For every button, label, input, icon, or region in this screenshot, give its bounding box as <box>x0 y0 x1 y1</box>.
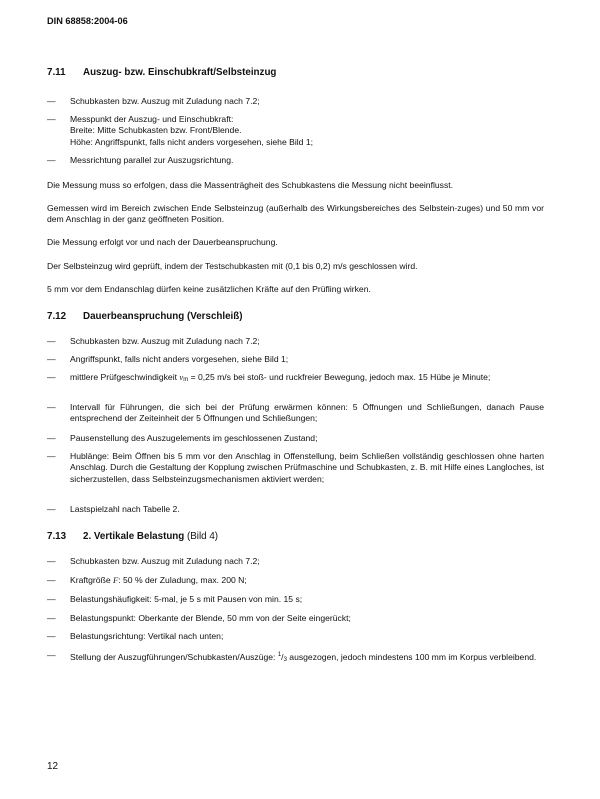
list-item: — Angriffspunkt, falls nicht anders vorgesehen, siehe Bild 1; <box>47 354 544 365</box>
section-number: 7.11 <box>47 67 66 78</box>
list-item: — Stellung der Auszugführungen/Schubkasten/Auszüge: $^1$/3 ausgezogen, jedoch mindestens 100 mm im Korpus verbleibend. <box>47 650 544 666</box>
list-item: — Messpunkt der Auszug- und Einschubkraft: Breite: Mitte Schubkasten bzw. Front/Blende. Höhe: Angriffspunkt, falls nicht anders vorgesehen, siehe Bild 1; <box>47 114 544 148</box>
paragraph: Der Selbsteinzug wird geprüft, indem der Testschubkasten mit (0,1 bis 0,2) m/s geschlossen wird. <box>47 261 418 271</box>
list-item: — Schubkasten bzw. Auszug mit Zuladung nach 7.2; <box>47 556 544 567</box>
paragraph: Die Messung muss so erfolgen, dass die Massenträgheit des Schubkastens die Messung nicht beeinflusst. <box>47 180 454 190</box>
section-heading-7-11 <box>47 67 276 78</box>
paragraph: Gemessen wird im Bereich zwischen Ende Selbsteinzug (außerhalb des Wirkungsbereiches des Selbstein-zuges) und 50 mm vor dem Anschlag in der ganz geöffneten Position. <box>47 203 544 225</box>
section-number: 7.12 <box>47 311 67 322</box>
section-title: Auszug- bzw. Einschubkraft/Selbsteinzug <box>83 67 277 78</box>
list-item: — Intervall für Führungen, die sich bei der Prüfung erwärmen können: 5 Öffnungen und Schließungen, danach Pause entsprechend der Zeiteinheit der 5 Öffnungen und Schließungen; <box>47 402 544 425</box>
list-item: — Kraftgröße F: 50 % der Zuladung, max. 200 N; <box>47 575 544 586</box>
list-item: — Schubkasten bzw. Auszug mit Zuladung nach 7.2; <box>47 96 544 107</box>
section-title: Dauerbeanspruchung (Verschleiß) <box>83 311 243 322</box>
section-heading-7-12 <box>47 311 243 322</box>
list-item: — Messrichtung parallel zur Auszugsrichtung. <box>47 155 544 166</box>
list-item: — Belastungspunkt: Oberkante der Blende, 50 mm von der Seite eingerückt; <box>47 613 544 624</box>
list-item: — Belastungsrichtung: Vertikal nach unten; <box>47 631 544 642</box>
list-item: — Schubkasten bzw. Auszug mit Zuladung nach 7.2; <box>47 336 544 347</box>
section-number: 7.13 <box>47 531 67 542</box>
section-heading-7-13: 7.13 2. Vertikale Belastung (Bild 4) <box>47 531 219 542</box>
list-item: — mittlere Prüfgeschwindigkeit vm = 0,25 m/s bei stoß- und ruckfreier Bewegung, jedoch max. 15 Hübe je Minute; <box>47 372 544 386</box>
section-title: 2. Vertikale Belastung <box>83 531 185 542</box>
page-number: 12 <box>47 761 59 772</box>
list-item: — Belastungshäufigkeit: 5-mal, je 5 s mit Pausen von min. 15 s; <box>47 594 544 605</box>
paragraph: Die Messung erfolgt vor und nach der Dauerbeanspruchung. <box>47 237 278 247</box>
list-item: — Lastspielzahl nach Tabelle 2. <box>47 504 544 515</box>
list-item: — Hublänge: Beim Öffnen bis 5 mm vor den Anschlag in Offenstellung, beim Schließen vollständig geschlossen ohne harten Anschlag. Durch die Gestaltung der Kopplung zwischen Prüfmaschine und Schubkasten, z. B. mit Hilfe eines Langloches, ist sicherzustellen, dass Selbsteinzugsmechanismen aktiviert werden; <box>47 451 544 485</box>
list-item: — Pausenstellung des Auszugelements im geschlossenen Zustand; <box>47 433 544 444</box>
document-header: DIN 68858:2004-06 <box>47 16 128 26</box>
paragraph: 5 mm vor dem Endanschlag dürfen keine zusätzlichen Kräfte auf den Prüfling wirken. <box>47 284 371 294</box>
